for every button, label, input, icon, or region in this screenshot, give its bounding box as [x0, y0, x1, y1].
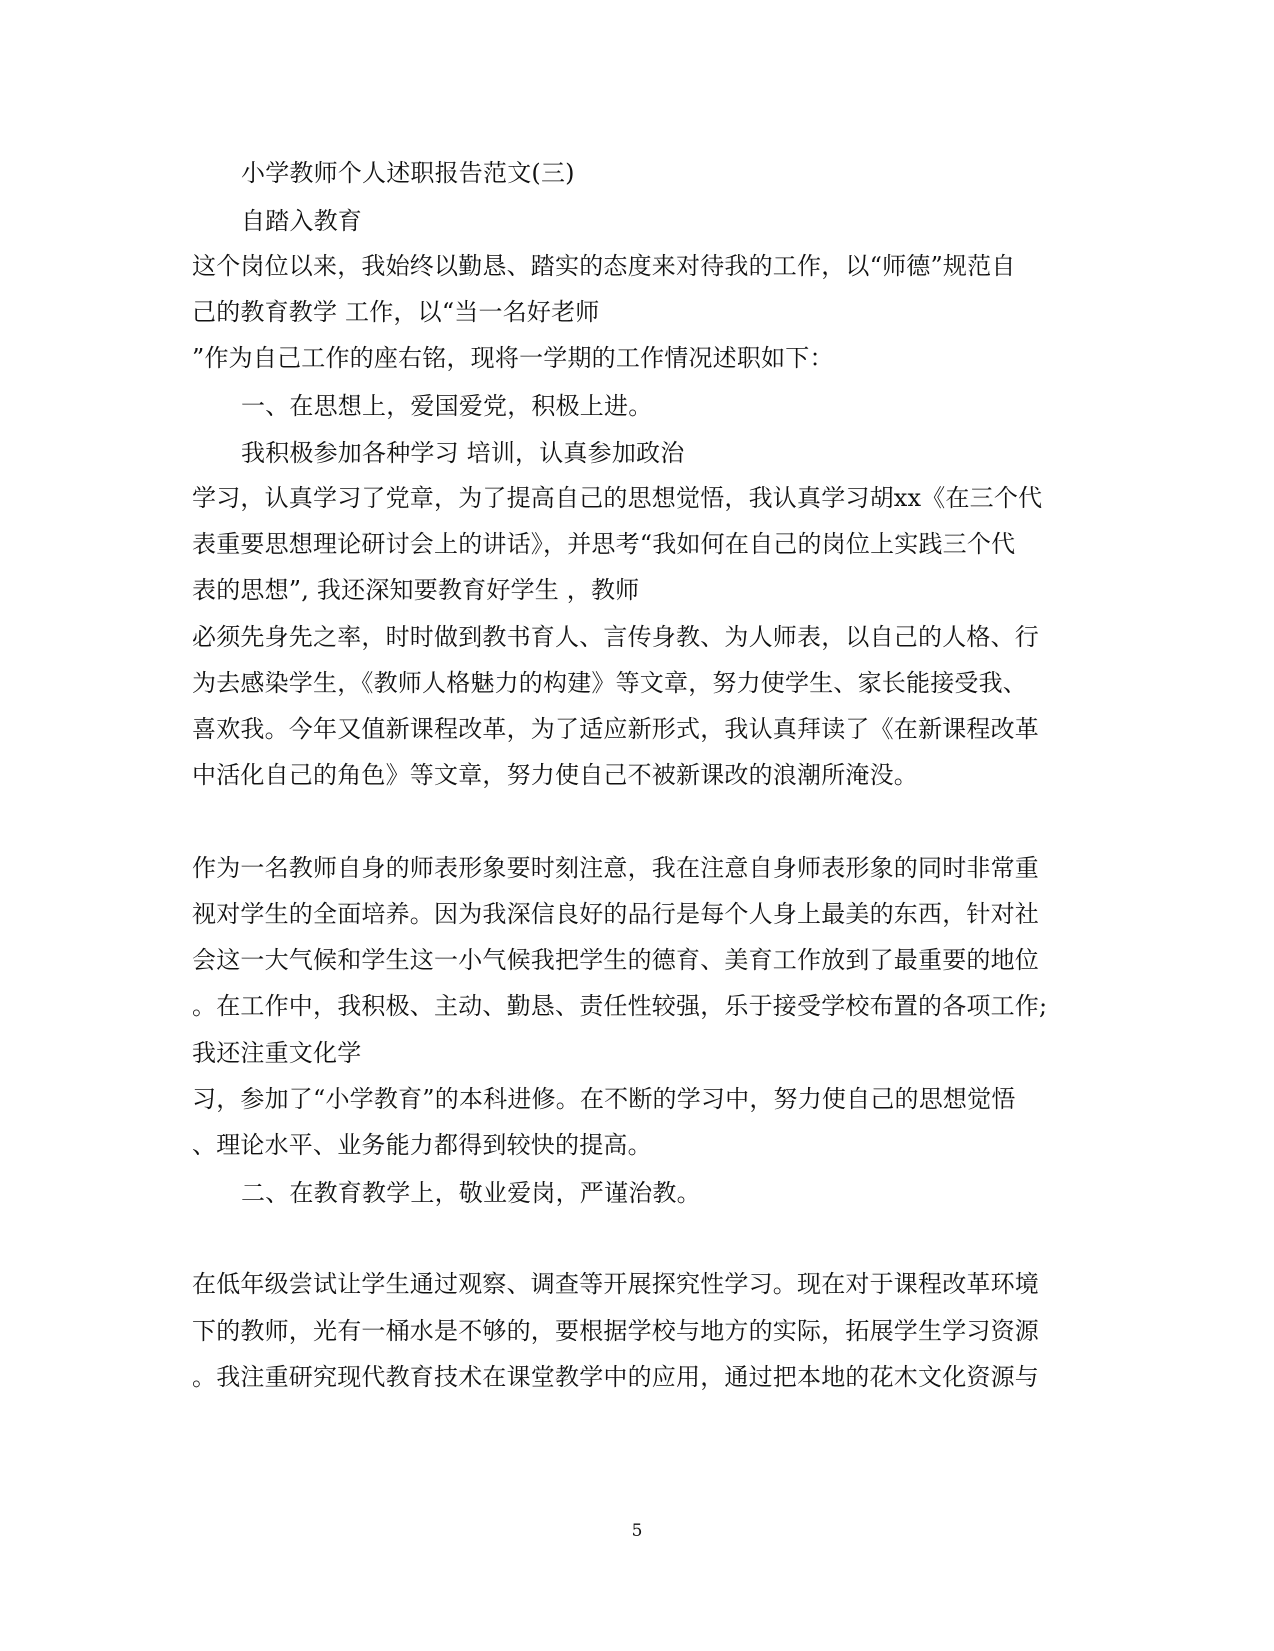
text-line: 学习，认真学习了党章，为了提高自己的思想觉悟，我认真学习胡xx《在三个代: [192, 484, 1043, 512]
text-line: 在低年级尝试让学生通过观察、调查等开展探究性学习。现在对于课程改革环境: [192, 1270, 1039, 1298]
section-heading: 二、在教育教学上，敬业爱岗，严谨治教。: [241, 1179, 701, 1207]
text-line: 这个岗位以来，我始终以勤恳、踏实的态度来对待我的工作，以“师德”规范自: [192, 252, 1016, 280]
text-line: 喜欢我。今年又值新课程改革，为了适应新形式，我认真拜读了《在新课程改革: [192, 715, 1039, 743]
text-line: 中活化自己的角色》等文章，努力使自己不被新课改的浪潮所淹没。: [192, 761, 918, 789]
text-line: 为去感染学生，《教师人格魅力的构建》等文章，努力使学生、家长能接受我、: [192, 669, 1027, 697]
text-line: 下的教师，光有一桶水是不够的，要根据学校与地方的实际，拓展学生学习资源: [192, 1317, 1039, 1345]
text-line: 。我注重研究现代教育技术在课堂教学中的应用，通过把本地的花木文化资源与: [192, 1363, 1039, 1391]
text-line: 、理论水平、业务能力都得到较快的提高。: [192, 1131, 652, 1159]
text-line: 我积极参加各种学习 培训，认真参加政治: [241, 439, 685, 467]
page-number: 5: [631, 1521, 643, 1541]
text-line: ”作为自己工作的座右铭，现将一学期的工作情况述职如下：: [192, 344, 834, 372]
text-line: 习，参加了“小学教育”的本科进修。在不断的学习中，努力使自己的思想觉悟: [192, 1085, 1016, 1113]
text-line: 视对学生的全面培养。因为我深信良好的品行是每个人身上最美的东西，针对社: [192, 900, 1039, 928]
section-heading: 一、在思想上，爱国爱党，积极上进。: [241, 392, 653, 420]
document-title: 小学教师个人述职报告范文(三): [241, 159, 575, 187]
text-line: 自踏入教育: [241, 207, 362, 235]
text-line: 。在工作中，我积极、主动、勤恳、责任性较强，乐于接受学校布置的各项工作;: [192, 992, 1048, 1020]
text-line: 会这一大气候和学生这一小气候我把学生的德育、美育工作放到了最重要的地位: [192, 946, 1039, 974]
text-line: 必须先身先之率，时时做到教书育人、言传身教、为人师表，以自己的人格、行: [192, 623, 1039, 651]
text-line: 表重要思想理论研讨会上的讲话》，并思考“我如何在自己的岗位上实践三个代: [192, 530, 1016, 558]
text-line: 表的思想”, 我还深知要教育好学生 ，教师: [192, 576, 640, 604]
text-line: 我还注重文化学: [192, 1039, 362, 1067]
text-line: 己的教育教学 工作，以“当一名好老师: [192, 298, 600, 326]
text-line: 作为一名教师自身的师表形象要时刻注意，我在注意自身师表形象的同时非常重: [192, 854, 1039, 882]
